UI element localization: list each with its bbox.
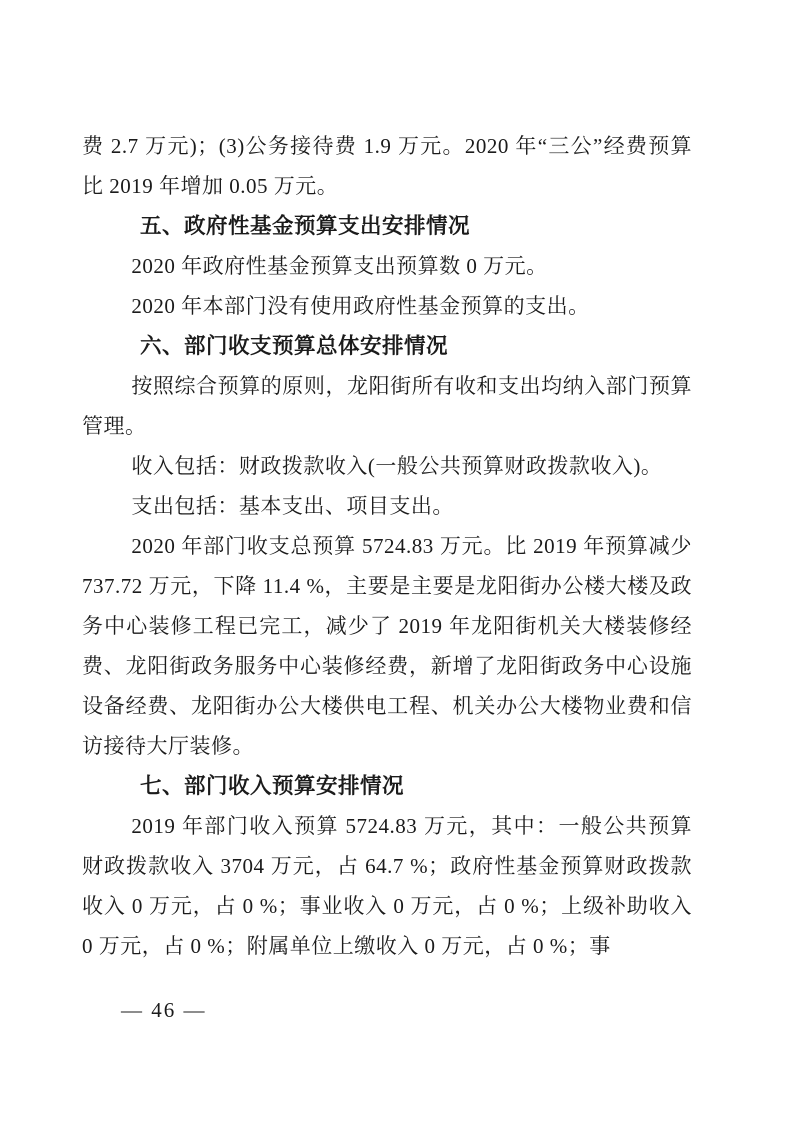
paragraph-continuation: 费 2.7 万元)；(3)公务接待费 1.9 万元。2020 年“三公”经费预算比 2019 年增加 0.05 万元。 xyxy=(82,134,692,198)
document-content xyxy=(82,126,692,966)
paragraph-expense-includes: 支出包括：基本支出、项目支出。 xyxy=(131,494,454,518)
page-number: — 46 — xyxy=(121,998,207,1022)
paragraph-budget-principle: 按照综合预算的原则，龙阳街所有收和支出均纳入部门预算管理。 xyxy=(82,374,692,438)
section-heading-7: 七、部门收入预算安排情况 xyxy=(140,774,405,798)
section-heading-5: 五、政府性基金预算支出安排情况 xyxy=(140,214,471,238)
paragraph-income-budget-detail: 2019 年部门收入预算 5724.83 万元，其中：一般公共预算财政拨款收入 3704 万元，占 64.7 %；政府性基金预算财政拨款收入 0 万元，占 0 %；事业收入 0 万元，占 0 %；上级补助收入 0 万元，占 0 %；附属单位上缴收入 0 万元，占 0 %；事 xyxy=(82,814,692,958)
paragraph-gov-fund-note: 2020 年本部门没有使用政府性基金预算的支出。 xyxy=(131,294,590,318)
paragraph-income-includes: 收入包括：财政拨款收入(一般公共预算财政拨款收入)。 xyxy=(131,454,663,478)
paragraph-total-budget-detail: 2020 年部门收支总预算 5724.83 万元。比 2019 年预算减少 737.72 万元，下降 11.4 %，主要是主要是龙阳街办公楼大楼及政务中心装修工程已完工，减少了 2019 年龙阳街机关大楼装修经费、龙阳街政务服务中心装修经费，新增了龙阳街政务中心设施设备经费、龙阳街办公大楼供电工程、机关办公大楼物业费和信访接待大厅装修。 xyxy=(82,534,692,758)
section-heading-6: 六、部门收支预算总体安排情况 xyxy=(140,334,449,358)
paragraph-gov-fund-amount: 2020 年政府性基金预算支出预算数 0 万元。 xyxy=(131,254,548,278)
